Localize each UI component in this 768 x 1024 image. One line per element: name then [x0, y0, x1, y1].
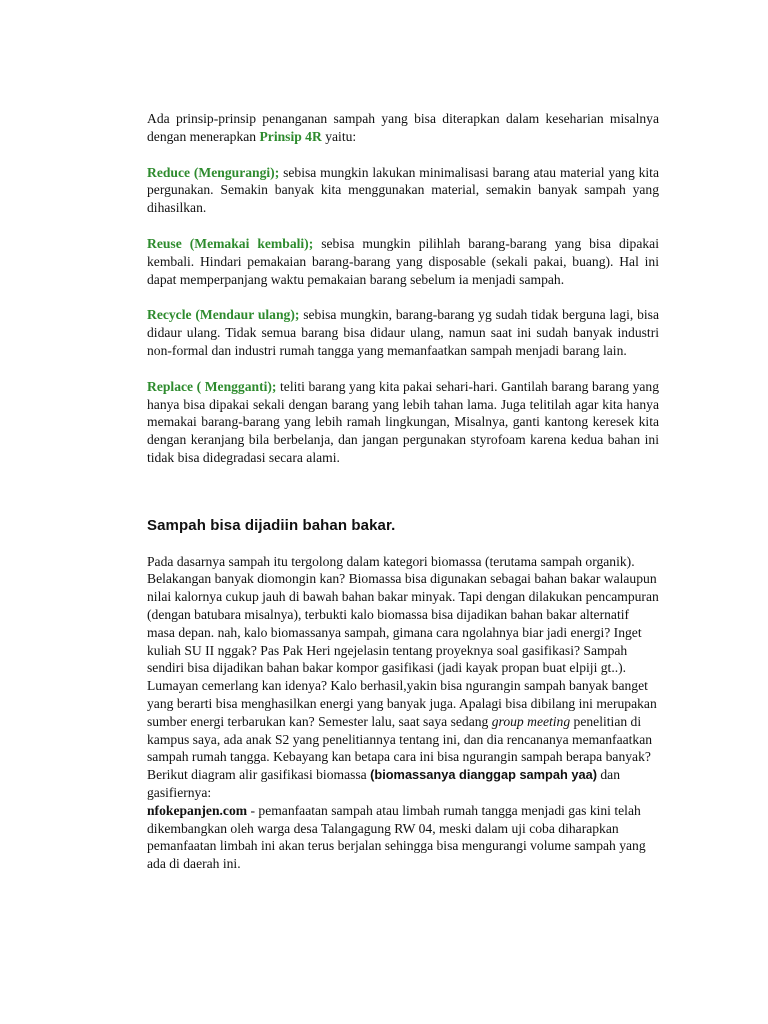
intro-tail: yaitu: [321, 128, 357, 144]
group-meeting-italic: group meeting [491, 713, 571, 729]
recycle-label: Recycle (Mendaur ulang); [147, 307, 300, 323]
biomassa-bold-note: (biomassanya dianggap sampah yaa) [370, 767, 597, 783]
recycle-paragraph [147, 306, 659, 359]
reduce-paragraph [147, 164, 659, 217]
biomassa-text-1: Pada dasarnya sampah itu tergolong dalam kategori biomassa (terutama sampah organik). Belakangan banyak diomongin kan? Biomassa bisa digunakan sebagai bahan bakar walaupun nilai kalornya cukup jauh di bawah bahan bakar minyak. Tapi dengan dilakukan pencampuran (dengan batubara misalnya), terbukti kalo biomassa bisa dijadikan bahan bakar alternatif masa depan. nah, kalo biomassanya sampah, gimana cara ngolahnya biar jadi energi? Inget kuliah SU II nggak? Pas Pak Heri ngejelasin tentang proyeknya soal gasifikasi? Sampah sendiri bisa dijadikan bahan bakar kompor gasifikasi (jadi kayak propan buat elpiji gt..). Lumayan cemerlang kan idenya? Kalo berhasil,yakin bisa ngurangin sampah banyak banget yang berarti bisa menghasilkan energi yang banyak juga. Apalagi bisa dibilang ini merupakan sumber energi terbarukan kan? Semester lalu, saat saya sedang [147, 553, 659, 729]
biomassa-text-3: dan gasifiernya: [147, 767, 621, 800]
reuse-paragraph [147, 235, 659, 288]
intro-text: Ada prinsip-prinsip penanganan sampah yang bisa diterapkan dalam keseharian misalnya dengan menerapkan [147, 111, 659, 144]
document-page [147, 110, 659, 873]
recycle-text: sebisa mungkin, barang-barang yg sudah tidak berguna lagi, bisa didaur ulang. Tidak semua barang bisa didaur ulang, namun saat ini sudah banyak industri non-formal dan industri rumah tangga yang memanfaatkan sampah menjadi barang lain. [147, 307, 659, 358]
replace-paragraph [147, 378, 659, 467]
section-heading: Sampah bisa dijadiin bahan bakar. [147, 516, 396, 534]
prinsip-4r-highlight: Prinsip 4R [259, 128, 322, 144]
intro-paragraph [147, 110, 659, 146]
reuse-text: sebisa mungkin pilihlah barang-barang yang bisa dipakai kembali. Hindari pemakaian barang-barang yang disposable (sekali pakai, buang). Hal ini dapat memperpanjang waktu pemakaian barang sebelum ia menjadi sampah. [147, 235, 659, 287]
replace-label: Replace ( Mengganti); [147, 378, 277, 394]
reduce-text: sebisa mungkin lakukan minimalisasi barang atau material yang kita pergunakan. Semakin banyak kita menggunakan material, semakin banyak sampah yang dihasilkan. [147, 164, 659, 216]
biomassa-text-2: penelitian di kampus saya, ada anak S2 yang penelitiannya tentang ini, dan dia rencananya memanfaatkan sampah rumah tangga. Kebayang kan betapa cara ini bisa ngurangin sampah berapa banyak? Berikut diagram alir gasifikasi biomassa [147, 713, 653, 783]
source-text: - pemanfaatan sampah atau limbah rumah tangga menjadi gas kini telah dikembangkan oleh warga desa Talangagung RW 04, meski dalam uji coba diharapkan pemanfaatan limbah ini akan terus berjalan sehingga bisa mengurangi volume sampah yang ada di daerah ini. [147, 802, 646, 872]
source-label: nfokepanjen.com [147, 802, 248, 818]
replace-text: teliti barang yang kita pakai sehari-hari. Gantilah barang barang yang hanya bisa dipakai sekali dengan barang yang lebih tahan lama. Juga telitilah agar kita hanya memakai barang-barang yang lebih ramah lingkungan, Misalnya, ganti kantong keresek kita dengan keranjang bila berbelanja, dan jangan pergunakan styrofoam karena kedua bahan ini tidak bisa didegradasi secara alami. [147, 378, 659, 465]
reduce-label: Reduce (Mengurangi); [147, 164, 280, 180]
reuse-label: Reuse (Memakai kembali); [147, 235, 314, 251]
biomassa-paragraph [147, 553, 659, 873]
